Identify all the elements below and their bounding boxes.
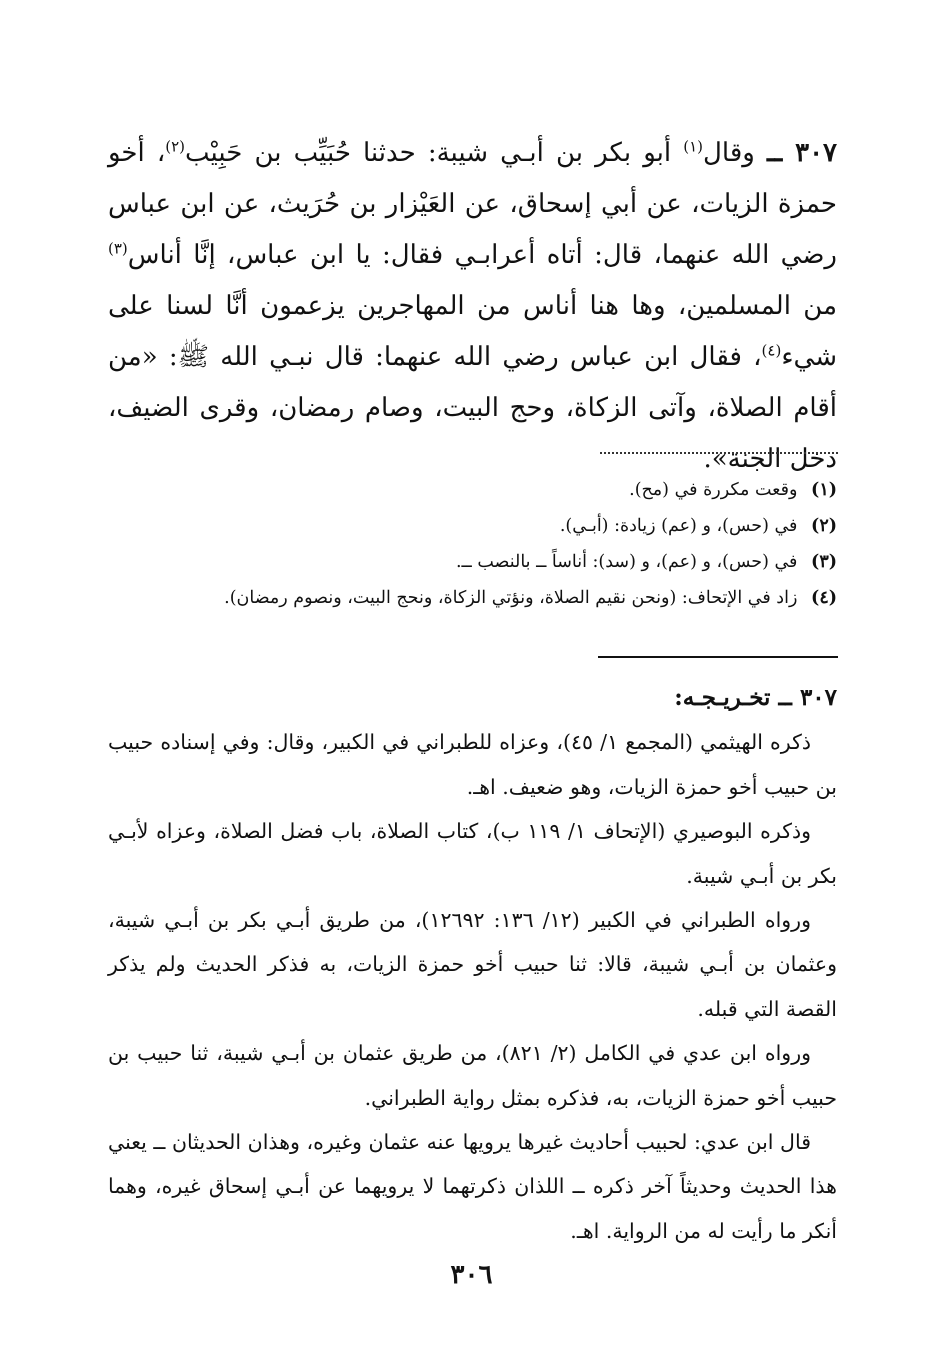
takhrij-section [108,676,837,1253]
footnote-number: (١) [811,480,837,500]
page-number: ٣٠٦ [450,1260,493,1290]
footnote-number: (٢) [811,516,837,536]
hadith-text [108,128,837,485]
footnote [108,508,837,544]
hadith-number: ٣٠٧ ــ [766,138,838,168]
takhrij-paragraph: وذكره البوصيري (الإتحاف ١/ ١١٩ ب)، كتاب الصلاة، باب فضل الصلاة، وعزاه لأبـي بكر بن أبـي شيبة. [108,819,837,888]
footnote-ref[interactable]: (٤) [761,341,782,360]
takhrij-heading: ٣٠٧ ــ تخـريـجـه: [674,684,837,711]
hadith-segment: ، فقال ابن عباس رضي الله عنهما: قال نبـي الله ﷺ: «من أقام الصلاة، وآتى الزكاة، وحج البيت، وصام رمضان، وقرى الضيف، دخل الجنة». [108,342,837,474]
footnote-ref[interactable]: (٢) [165,137,186,156]
footnote-ref[interactable]: (١) [683,137,704,156]
takhrij-paragraph: ورواه ابن عدي في الكامل (٢/ ٨٢١)، من طريق عثمان بن أبـي شيبة، ثنا حبيب بن حبيب أخو حمزة الزيات، به، فذكره بمثل رواية الطبراني. [108,1041,837,1110]
hadith-segment: وقال [703,138,755,168]
section-divider [598,656,838,658]
footnote-text: زاد في الإتحاف: (ونحن نقيم الصلاة، ونؤتي الزكاة، ونحج البيت، ونصوم رمضان). [224,588,798,608]
hadith-segment: أبو بكر بن أبـي شيبة: حدثنا حُبَيِّب بن حَبِيْب [185,138,684,168]
footnote-text: في (حس)، و (عم) زيادة: (أبـي). [559,516,798,536]
footnote [108,544,837,580]
footnote [108,472,837,508]
footnote-text: وقعت مكررة في (مح). [629,480,798,500]
footnote-ref[interactable]: (٣) [108,239,128,258]
footnote-text: في (حس)، و (عم)، و (سد): أناساً ــ بالنصب ــ. [455,552,798,572]
takhrij-paragraph: ورواه الطبراني في الكبير (١٢/ ١٣٦: ١٢٦٩٢)، من طريق أبـي بكر بن أبـي شيبة، وعثمان بن أبـي شيبة، قالا: ثنا حبيب أخو حمزة الزيات، به فذكر الحديث ولم يذكر القصة التي قبله. [108,908,837,1021]
hadith-segment: من المسلمين، وها هنا أناس من المهاجرين يزعمون أنَّا لسنا على شيء [108,291,837,372]
hadith-segment: ، أخو حمزة الزيات، عن أبي إسحاق، عن العَيْزار بن حُرَيث، عن ابن عباس رضي الله عنهما، قال: أتاه أعرابـي فقال: يا ابن عباس، إنَّا أناس [108,138,837,270]
footnotes [108,472,837,616]
takhrij-paragraph: ذكره الهيثمي (المجمع ١/ ٤٥)، وعزاه للطبراني في الكبير، وقال: وفي إسناده حبيب بن حبيب أخو حمزة الزيات، وهو ضعيف. اهـ. [108,730,837,799]
footnote-number: (٣) [811,552,837,572]
footnote-number: (٤) [811,588,837,608]
takhrij-paragraph: قال ابن عدي: لحبيب أحاديث غيرها يرويها عنه عثمان وغيره، وهذان الحديثان ــ يعني هذا الحديث وحديثاً آخر ذكره ــ اللذان ذكرتهما لا يرويهما عن أبـي إسحاق غيره، وهما أنكر ما رأيت له من الرواية. اهـ. [108,1130,837,1243]
footnote-separator [600,452,838,454]
footnote [108,580,837,616]
